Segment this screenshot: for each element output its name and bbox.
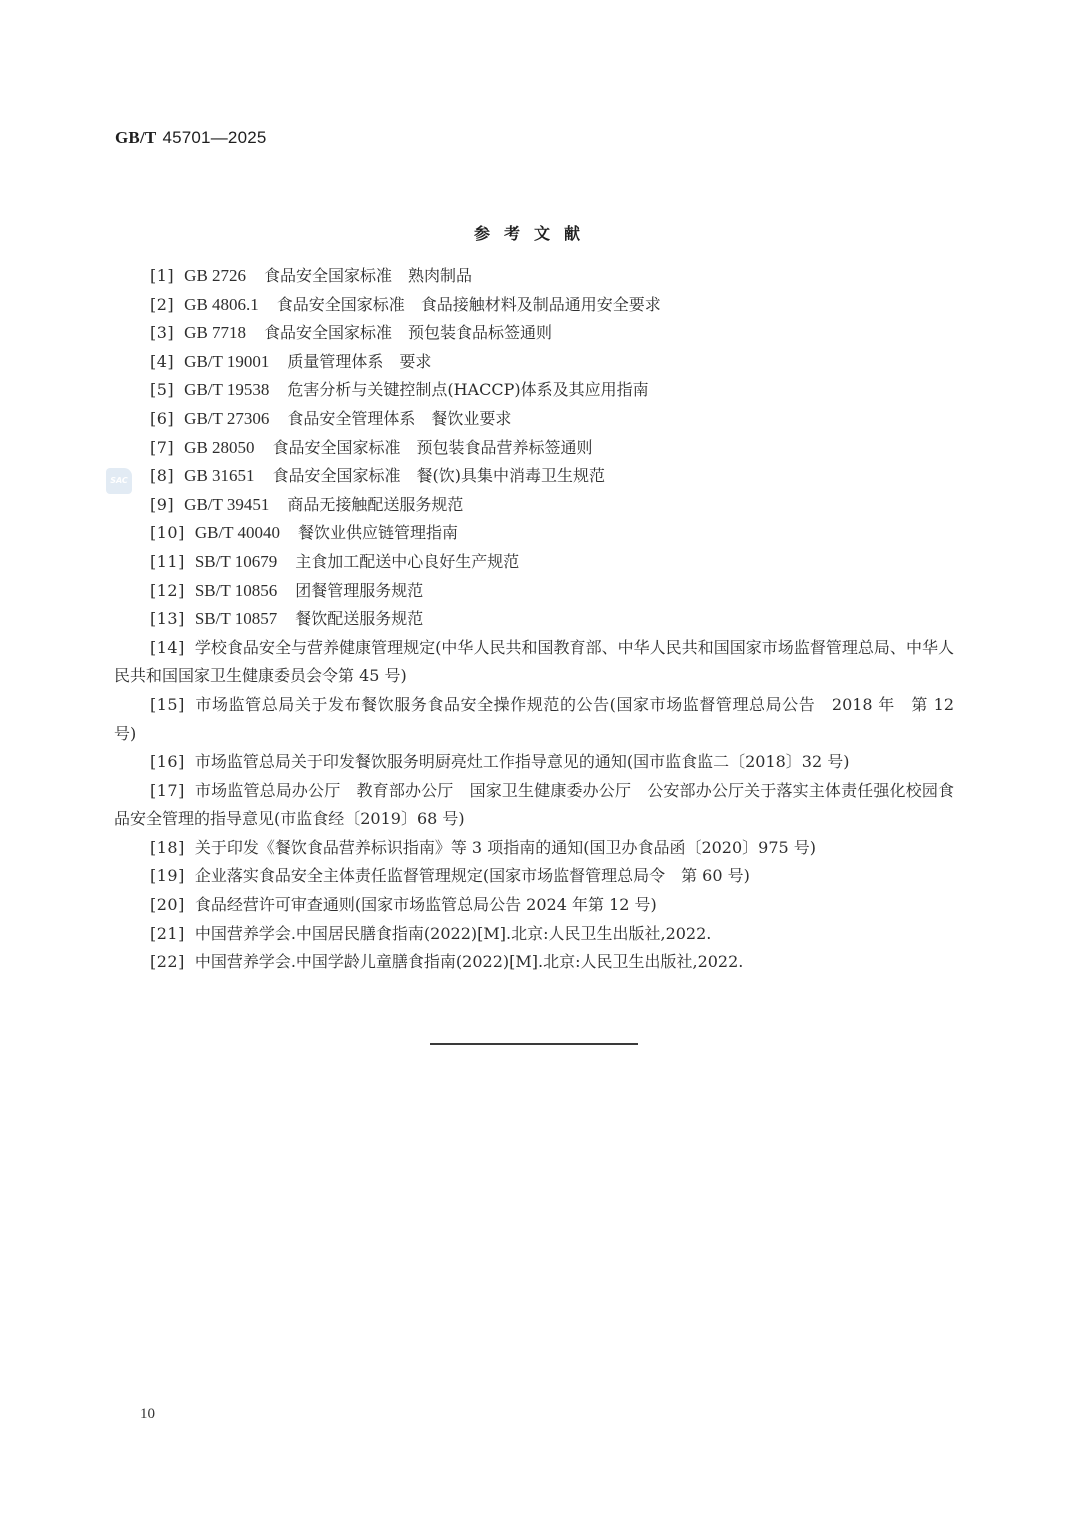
reference-code: GB/T 19538 [184, 380, 270, 400]
reference-number: [22] [150, 952, 185, 972]
reference-text: 团餐管理服务规范 [295, 580, 424, 600]
reference-item [114, 405, 954, 434]
reference-text: 质量管理体系 要求 [287, 351, 432, 371]
reference-text: 市场监管总局关于发布餐饮服务食品安全操作规范的公告(国家市场监督管理总局公告 2018 年 第 12 号) [114, 694, 954, 743]
reference-number: [5] [150, 380, 175, 400]
reference-item [114, 376, 954, 405]
reference-item [114, 548, 954, 577]
document-code-prefix: GB/T [115, 128, 157, 147]
reference-text: 食品经营许可审查通则(国家市场监管总局公告 2024 年第 12 号) [194, 895, 657, 915]
reference-text: 主食加工配送中心良好生产规范 [295, 551, 520, 571]
reference-text: 食品安全国家标准 食品接触材料及制品通用安全要求 [276, 294, 661, 314]
reference-item [114, 777, 954, 834]
reference-item [114, 920, 954, 949]
reference-number: [9] [150, 494, 175, 514]
reference-number: [10] [150, 523, 185, 543]
reference-item [114, 291, 954, 320]
reference-number: [12] [150, 580, 185, 600]
reference-text: 食品安全国家标准 餐(饮)具集中消毒卫生规范 [272, 466, 606, 486]
reference-text: 食品安全国家标准 预包装食品营养标签通则 [272, 437, 593, 457]
reference-code: GB/T 19001 [184, 351, 270, 371]
reference-number: [21] [150, 923, 185, 943]
document-code [115, 128, 267, 148]
reference-text: 关于印发《餐饮食品营养标识指南》等 3 项指南的通知(国卫办食品函〔2020〕975 号) [194, 837, 817, 857]
reference-text: 市场监管总局办公厅 教育部办公厅 国家卫生健康委办公厅 公安部办公厅关于落实主体责任强化校园食品安全管理的指导意见(市监食经〔2019〕68 号) [114, 780, 954, 829]
reference-number: [11] [150, 551, 185, 571]
reference-code: GB 2726 [184, 266, 247, 285]
reference-number: [4] [150, 351, 175, 371]
reference-text: 危害分析与关键控制点(HACCP)体系及其应用指南 [287, 380, 649, 400]
reference-number: [18] [150, 837, 185, 857]
reference-number: [14] [150, 637, 185, 657]
reference-text: 食品安全管理体系 餐饮业要求 [287, 408, 512, 428]
reference-item [114, 834, 954, 863]
reference-text: 中国营养学会.中国居民膳食指南(2022)[M].北京:人民卫生出版社,2022. [194, 923, 712, 943]
reference-text: 食品安全国家标准 熟肉制品 [264, 266, 473, 285]
reference-text: 中国营养学会.中国学龄儿童膳食指南(2022)[M].北京:人民卫生出版社,2022. [194, 952, 744, 972]
reference-number: [1] [150, 266, 175, 285]
reference-item [114, 691, 954, 748]
reference-text: 餐饮配送服务规范 [295, 609, 424, 629]
reference-number: [2] [150, 294, 175, 314]
reference-code: GB 31651 [184, 466, 255, 486]
reference-item [114, 491, 954, 520]
reference-number: [15] [150, 694, 185, 714]
end-of-document-rule [430, 1043, 638, 1045]
reference-item [114, 948, 954, 977]
section-title-bibliography: 参考文献 [473, 224, 594, 243]
reference-text: 市场监管总局关于印发餐饮服务明厨亮灶工作指导意见的通知(国市监食监二〔2018〕32 号) [194, 752, 850, 772]
reference-number: [20] [150, 895, 185, 915]
reference-item [114, 634, 954, 691]
reference-item [114, 434, 954, 463]
reference-code: GB 7718 [184, 323, 247, 343]
reference-code: GB/T 27306 [184, 408, 270, 428]
reference-item [114, 577, 954, 606]
reference-item [114, 891, 954, 920]
reference-item [114, 319, 954, 348]
reference-code: GB/T 40040 [194, 523, 281, 543]
reference-text: 企业落实食品安全主体责任监督管理规定(国家市场监督管理总局令 第 60 号) [194, 866, 750, 886]
page-number: 10 [140, 1406, 155, 1422]
reference-code: GB/T 39451 [184, 494, 270, 514]
reference-text: 学校食品安全与营养健康管理规定(中华人民共和国教育部、中华人民共和国国家市场监督管理总局、中华人民共和国国家卫生健康委员会令第 45 号) [114, 637, 954, 686]
reference-text: 食品安全国家标准 预包装食品标签通则 [264, 323, 553, 343]
document-code-number: 45701—2025 [162, 128, 267, 147]
reference-code: SB/T 10857 [194, 609, 278, 629]
reference-text: 商品无接触配送服务规范 [287, 494, 464, 514]
reference-item [114, 605, 954, 634]
reference-number: [7] [150, 437, 175, 457]
reference-item [114, 519, 954, 548]
reference-number: [17] [150, 780, 185, 800]
reference-code: SB/T 10679 [194, 551, 278, 571]
reference-code: GB 4806.1 [184, 294, 259, 314]
reference-item [114, 862, 954, 891]
reference-code: GB 28050 [184, 437, 255, 457]
reference-number: [8] [150, 466, 175, 486]
reference-code: SB/T 10856 [194, 580, 278, 600]
reference-item [114, 262, 954, 291]
reference-item [114, 462, 954, 491]
sac-watermark-logo: SAC [106, 468, 132, 494]
reference-text: 餐饮业供应链管理指南 [298, 523, 459, 543]
reference-number: [16] [150, 752, 185, 772]
reference-number: [13] [150, 609, 185, 629]
reference-list [114, 262, 954, 977]
reference-number: [19] [150, 866, 185, 886]
reference-item [114, 348, 954, 377]
reference-number: [3] [150, 323, 175, 343]
reference-item [114, 748, 954, 777]
reference-number: [6] [150, 408, 175, 428]
